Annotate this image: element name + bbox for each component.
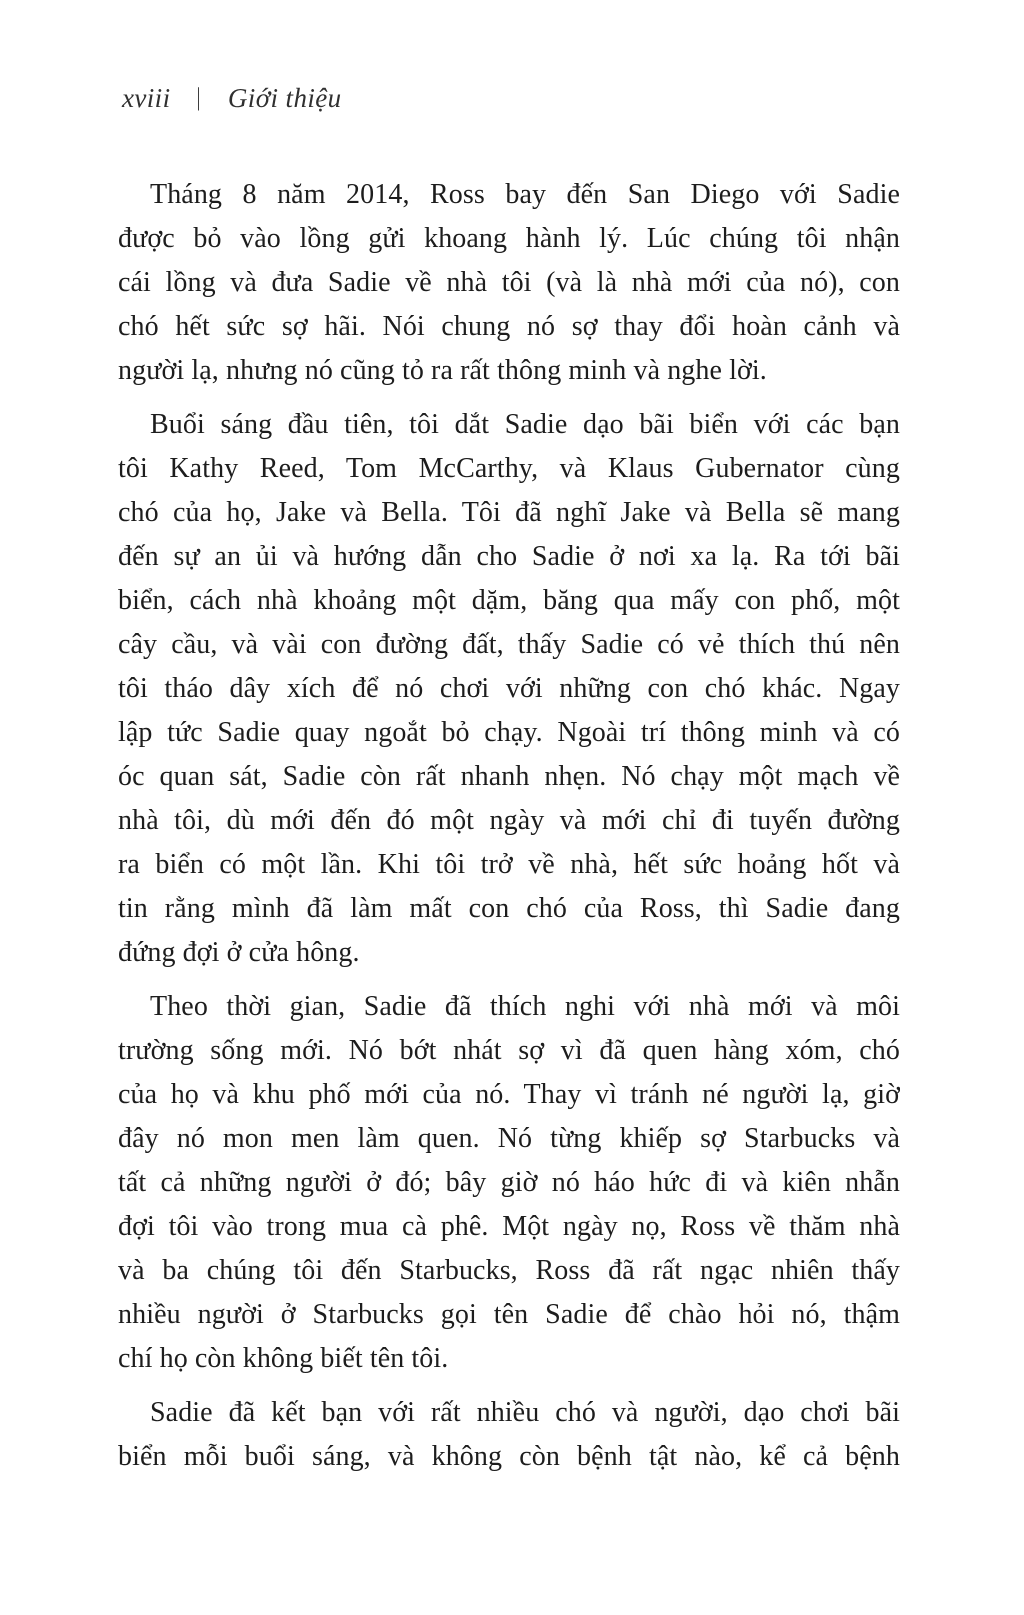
text-line: chí họ còn không biết tên tôi. xyxy=(118,1343,449,1374)
text-line: biển, cách nhà khoảng một dặm, băng qua mấy con phố, một xyxy=(118,585,900,616)
text-line: Buổi sáng đầu tiên, tôi dắt Sadie dạo bãi biển với các bạn xyxy=(150,409,900,440)
text-line: ra biển có một lần. Khi tôi trở về nhà, hết sức hoảng hốt và xyxy=(118,849,900,880)
text-line: nhà tôi, dù mới đến đó một ngày và mới chỉ đi tuyến đường xyxy=(118,805,900,836)
text-line: chó hết sức sợ hãi. Nói chung nó sợ thay đổi hoàn cảnh và xyxy=(118,311,900,342)
text-line: tôi tháo dây xích để nó chơi với những con chó khác. Ngay xyxy=(118,673,900,704)
paragraph xyxy=(118,985,900,1381)
text-line: người lạ, nhưng nó cũng tỏ ra rất thông minh và nghe lời. xyxy=(118,355,767,386)
text-line: tôi Kathy Reed, Tom McCarthy, và Klaus Gubernator cùng xyxy=(118,453,900,484)
text-line: tất cả những người ở đó; bây giờ nó háo hức đi và kiên nhẫn xyxy=(118,1167,900,1198)
section-title: Giới thiệu xyxy=(227,83,342,113)
text-line: tin rằng mình đã làm mất con chó của Ross, thì Sadie đang xyxy=(118,893,900,924)
text-line: cái lồng và đưa Sadie về nhà tôi (và là nhà mới của nó), con xyxy=(118,267,900,298)
page-header xyxy=(122,82,342,116)
text-line: đứng đợi ở cửa hông. xyxy=(118,937,360,968)
header-separator: | xyxy=(197,84,202,111)
text-line: nhiều người ở Starbucks gọi tên Sadie để chào hỏi nó, thậm xyxy=(118,1299,900,1330)
paragraph xyxy=(118,173,900,393)
paragraph xyxy=(118,403,900,975)
text-line: Sadie đã kết bạn với rất nhiều chó và người, dạo chơi bãi xyxy=(150,1397,900,1428)
text-line: lập tức Sadie quay ngoắt bỏ chạy. Ngoài trí thông minh và có xyxy=(118,717,900,748)
text-line: đây nó mon men làm quen. Nó từng khiếp sợ Starbucks và xyxy=(118,1123,900,1154)
text-line: Tháng 8 năm 2014, Ross bay đến San Diego với Sadie xyxy=(150,179,900,210)
text-line: biển mỗi buổi sáng, và không còn bệnh tật nào, kể cả bệnh xyxy=(118,1441,900,1472)
text-line: và ba chúng tôi đến Starbucks, Ross đã rất ngạc nhiên thấy xyxy=(118,1255,900,1286)
text-line: óc quan sát, Sadie còn rất nhanh nhẹn. Nó chạy một mạch về xyxy=(118,761,900,792)
text-line: cây cầu, và vài con đường đất, thấy Sadie có vẻ thích thú nên xyxy=(118,629,900,660)
text-line: đợi tôi vào trong mua cà phê. Một ngày nọ, Ross về thăm nhà xyxy=(118,1211,900,1242)
page-number: xviii xyxy=(122,83,171,113)
text-line: chó của họ, Jake và Bella. Tôi đã nghĩ Jake và Bella sẽ mang xyxy=(118,497,900,528)
text-line: Theo thời gian, Sadie đã thích nghi với nhà mới và môi xyxy=(150,991,900,1022)
text-line: được bỏ vào lồng gửi khoang hành lý. Lúc chúng tôi nhận xyxy=(118,223,900,254)
text-line: của họ và khu phố mới của nó. Thay vì tránh né người lạ, giờ xyxy=(118,1079,900,1110)
paragraph xyxy=(118,1391,900,1479)
text-line: đến sự an ủi và hướng dẫn cho Sadie ở nơi xa lạ. Ra tới bãi xyxy=(118,541,900,572)
page-body xyxy=(118,173,900,1489)
text-line: trường sống mới. Nó bớt nhát sợ vì đã quen hàng xóm, chó xyxy=(118,1035,900,1066)
